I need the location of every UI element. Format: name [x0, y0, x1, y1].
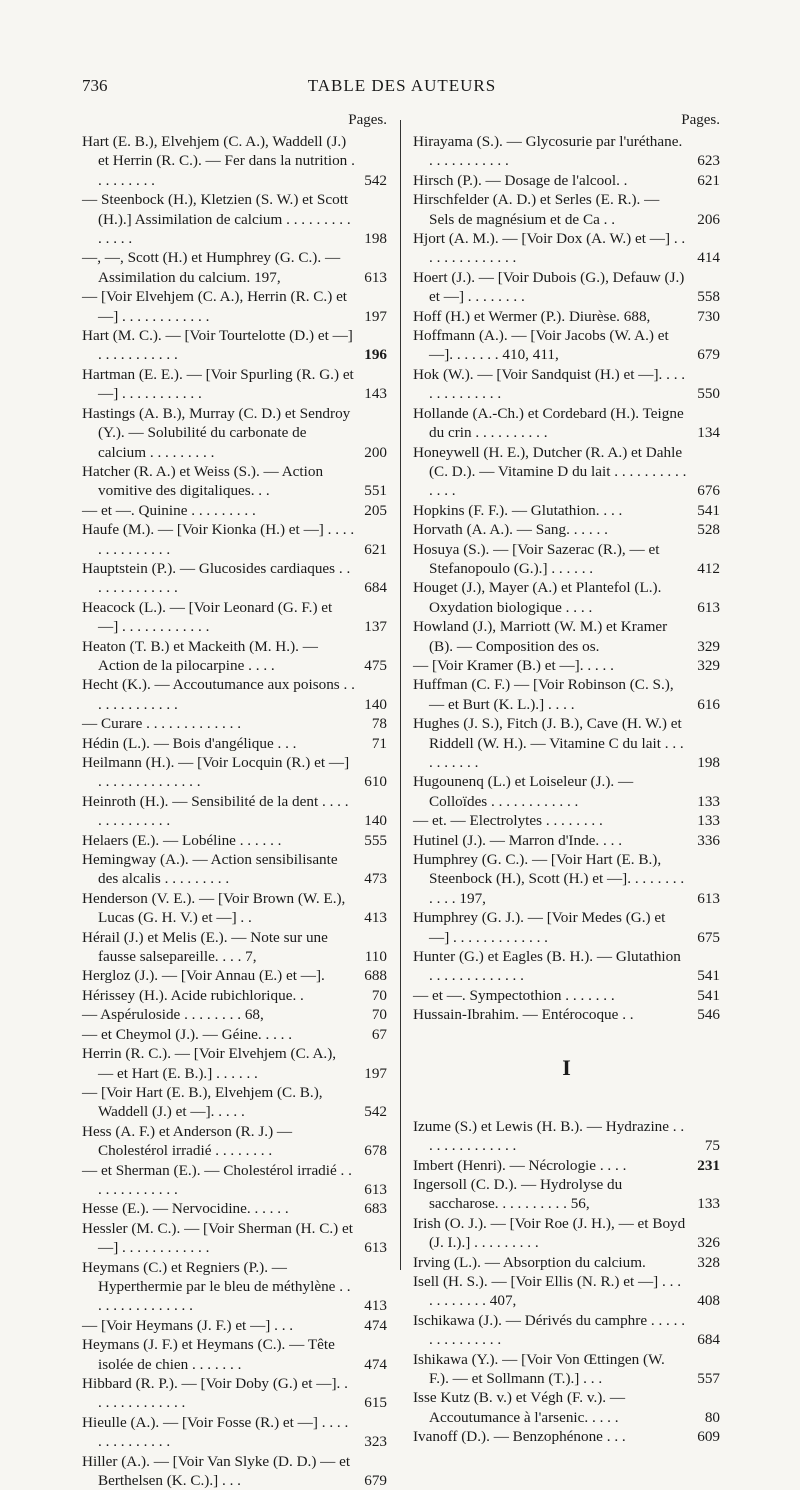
- entry-pages: 413: [364, 909, 387, 927]
- index-entry: [413, 850, 720, 908]
- index-entry: [82, 326, 387, 365]
- entry-text: Hoff (H.) et Wermer (P.). Diurèse. 688,: [413, 307, 651, 325]
- entry-pages: 67: [371, 1025, 387, 1043]
- index-entry: [82, 132, 387, 190]
- entry-pages: 140: [364, 812, 387, 830]
- entry-pages: 329: [697, 656, 720, 674]
- page-header: [82, 76, 722, 102]
- entry-pages: 557: [697, 1369, 720, 1387]
- entry-pages: 198: [697, 754, 720, 771]
- running-title: TABLE DES AUTEURS: [307, 76, 497, 95]
- index-entry: [82, 1374, 387, 1413]
- entry-text: — Aspéruloside . . . . . . . . 68,: [82, 1006, 264, 1024]
- index-entry: [413, 171, 720, 190]
- entry-pages: 551: [364, 482, 387, 500]
- entry-pages: 71: [371, 734, 387, 752]
- entry-text: Horvath (A. A.). — Sang. . . . . .: [413, 521, 608, 539]
- entry-text: Hunter (G.) et Eagles (B. H.). — Glutathion . . . . . . . . . . . . .: [413, 948, 681, 985]
- entry-text: — et Sherman (E.). — Cholestérol irradié . . . . . . . . . . . . .: [82, 1161, 352, 1198]
- entry-text: — et —. Sympectothion . . . . . . .: [413, 986, 615, 1004]
- index-entry: [413, 1156, 720, 1175]
- entry-pages: 231: [697, 1156, 720, 1174]
- entry-text: Hussain-Ibrahim. — Entérocoque . .: [413, 1006, 634, 1024]
- index-entry: [413, 1005, 720, 1024]
- entry-text: — [Voir Elvehjem (C. A.), Herrin (R. C.) et —] . . . . . . . . . . . .: [82, 288, 348, 325]
- entry-pages: 541: [697, 501, 720, 519]
- index-entry: [82, 598, 387, 637]
- entry-pages: 473: [364, 870, 387, 888]
- entry-pages: 541: [697, 967, 720, 985]
- index-entry: [413, 520, 720, 539]
- entry-text: —, —, Scott (H.) et Humphrey (G. C.). — Assimilation du calcium. 197,: [82, 249, 341, 286]
- index-entry: [82, 1161, 387, 1200]
- index-entry: [413, 268, 720, 307]
- index-entry: [82, 637, 387, 676]
- entry-text: Heymans (C.) et Regniers (P.). — Hyperthermie par le bleu de méthylène . . . . . . . . . . . . . . .: [82, 1258, 351, 1315]
- index-entry: [413, 675, 720, 714]
- entry-text: Hopkins (F. F.). — Glutathion. . . .: [413, 501, 623, 519]
- index-entry: [413, 908, 720, 947]
- entry-pages: 134: [697, 424, 720, 442]
- entry-text: — et —. Quinine . . . . . . . . .: [82, 501, 256, 519]
- entry-text: Hergloz (J.). — [Voir Annau (E.) et —].: [82, 967, 325, 985]
- entry-pages: 336: [697, 831, 720, 849]
- index-entry: [413, 540, 720, 579]
- entry-pages: 613: [364, 268, 387, 286]
- entry-pages: 408: [697, 1292, 720, 1310]
- index-entry: [82, 1258, 387, 1316]
- entry-text: — [Voir Kramer (B.) et —]. . . . .: [413, 656, 614, 674]
- index-entry: [82, 365, 387, 404]
- entry-pages: 414: [697, 249, 720, 267]
- index-entry: [82, 850, 387, 889]
- entry-text: Hérail (J.) et Melis (E.). — Note sur une fausse salsepareille. . . . 7,: [82, 928, 328, 966]
- index-entry: [82, 1005, 387, 1024]
- index-entry: [413, 772, 720, 811]
- index-entry: [82, 1219, 387, 1258]
- index-entry: [82, 1413, 387, 1452]
- entry-text: Heaton (T. B.) et Mackeith (M. H.). — Action de la pilocarpine . . . .: [82, 637, 318, 674]
- index-entry: [413, 307, 720, 326]
- entry-text: Hirayama (S.). — Glycosurie par l'uréthane. . . . . . . . . . . .: [413, 133, 683, 170]
- entry-text: Hjort (A. M.). — [Voir Dox (A. W.) et —] . . . . . . . . . . . . . .: [413, 230, 686, 267]
- index-entry: [413, 443, 720, 501]
- entry-text: Hemingway (A.). — Action sensibilisante des alcalis . . . . . . . . .: [82, 851, 338, 888]
- entry-pages: 542: [364, 171, 387, 189]
- entry-pages: 542: [364, 1103, 387, 1121]
- index-entry: [413, 326, 720, 365]
- entry-pages: 133: [697, 1195, 720, 1213]
- index-entry: [413, 1311, 720, 1350]
- entry-text: Heilmann (H.). — [Voir Locquin (R.) et —] . . . . . . . . . . . . . .: [82, 754, 350, 791]
- entry-pages: 110: [364, 948, 387, 966]
- entry-pages: 610: [364, 773, 387, 791]
- entry-pages: 329: [697, 637, 720, 655]
- entry-text: Hiller (A.). — [Voir Van Slyke (D. D.) — et Berthelsen (K. C.).] . . .: [82, 1452, 351, 1490]
- entry-pages: 78: [371, 715, 387, 733]
- entry-pages: 621: [697, 171, 720, 189]
- entry-pages: 546: [697, 1006, 720, 1024]
- entry-pages: 683: [364, 1200, 387, 1218]
- entry-text: Heymans (J. F.) et Heymans (C.). — Tête isolée de chien . . . . . . .: [82, 1336, 335, 1373]
- entry-text: Hartman (E. E.). — [Voir Spurling (R. G.) et —] . . . . . . . . . . .: [82, 365, 354, 403]
- entry-pages: 613: [364, 1239, 387, 1257]
- entry-pages: 475: [364, 656, 387, 674]
- index-entry: [82, 501, 387, 520]
- entry-text: Hecht (K.). — Accoutumance aux poisons . . . . . . . . . . . . .: [82, 676, 355, 713]
- index-entry: [82, 966, 387, 985]
- entry-pages: 474: [364, 1355, 387, 1373]
- entry-pages: 413: [364, 1297, 387, 1315]
- entry-text: Huffman (C. F.) — [Voir Robinson (C. S.), — et Burt (K. L.).] . . . .: [413, 676, 674, 713]
- index-entry: [413, 986, 720, 1005]
- index-entry: [413, 578, 720, 617]
- entry-pages: 133: [697, 812, 720, 830]
- entry-text: — Curare . . . . . . . . . . . . .: [82, 715, 242, 733]
- index-entry: [82, 986, 387, 1005]
- entry-text: Heinroth (H.). — Sensibilité de la dent . . . . . . . . . . . . . .: [82, 792, 349, 830]
- entry-text: Hugounenq (L.) et Loiseleur (J.). — Colloïdes . . . . . . . . . . . .: [413, 773, 634, 810]
- entry-pages: 143: [364, 385, 387, 403]
- entry-text: Irving (L.). — Absorption du calcium.: [413, 1253, 646, 1271]
- entry-text: Honeywell (H. E.), Dutcher (R. A.) et Dahle (C. D.). — Vitamine D du lait . . . . . . . . . . . . . .: [413, 443, 687, 500]
- entry-text: Helaers (E.). — Lobéline . . . . . .: [82, 831, 282, 849]
- entry-text: Herrin (R. C.). — [Voir Elvehjem (C. A.), — et Hart (E. B.).] . . . . . .: [82, 1045, 337, 1082]
- entry-pages: 75: [704, 1137, 720, 1155]
- index-entry: [82, 1199, 387, 1218]
- entry-text: Hauptstein (P.). — Glucosides cardiaques . . . . . . . . . . . . .: [82, 559, 351, 597]
- entry-text: Hughes (J. S.), Fitch (J. B.), Cave (H. W.) et Riddell (W. H.). — Vitamine C du lait . . . . . . . . . .: [413, 715, 684, 771]
- entry-text: Hollande (A.-Ch.) et Cordebard (H.). Teigne du crin . . . . . . . . . .: [413, 404, 684, 442]
- index-entry: [413, 1214, 720, 1253]
- index-entry: [413, 229, 720, 268]
- entry-text: Izume (S.) et Lewis (H. B.). — Hydrazine . . . . . . . . . . . . . .: [413, 1117, 685, 1155]
- entry-pages: 528: [697, 521, 720, 539]
- page-number: 736: [82, 76, 108, 95]
- index-entry: [413, 365, 720, 404]
- index-entry: [82, 462, 387, 501]
- entry-pages: 323: [364, 1433, 387, 1451]
- entry-pages: 678: [364, 1142, 387, 1160]
- index-entry: [413, 1388, 720, 1427]
- entry-text: Houget (J.), Mayer (A.) et Plantefol (L.). Oxydation biologique . . . .: [413, 579, 662, 616]
- entry-pages: 140: [364, 695, 387, 713]
- entry-pages: 200: [364, 443, 387, 461]
- entry-text: Hirschfelder (A. D.) et Serles (E. R.). — Sels de magnésium et de Ca . .: [413, 191, 660, 228]
- index-entry: [82, 753, 387, 792]
- index-entry: [82, 1335, 387, 1374]
- entry-pages: 206: [697, 210, 720, 228]
- entry-text: Ingersoll (C. D.). — Hydrolyse du saccharose. . . . . . . . . . 56,: [413, 1175, 623, 1213]
- section-letter: I: [562, 1054, 571, 1080]
- index-entry: [82, 1316, 387, 1335]
- entry-pages: 205: [364, 501, 387, 519]
- entry-text: Humphrey (G. J.). — [Voir Medes (G.) et —] . . . . . . . . . . . . .: [413, 909, 666, 946]
- entry-text: Hérissey (H.). Acide rubichlorique. .: [82, 986, 304, 1004]
- entry-text: Hutinel (J.). — Marron d'Inde. . . .: [413, 831, 622, 849]
- index-entry: [82, 1025, 387, 1044]
- index-entry: [82, 404, 387, 462]
- pages-column-label: Pages.: [348, 112, 387, 128]
- entry-text: Hibbard (R. P.). — [Voir Doby (G.) et —]. . . . . . . . . . . . . .: [82, 1375, 348, 1412]
- entry-text: Isse Kutz (B. v.) et Végh (F. v.). — Accoutumance à l'arsenic. . . . .: [413, 1389, 626, 1426]
- entry-text: — Steenbock (H.), Kletzien (S. W.) et Scott (H.).] Assimilation de calcium . . . . . . . . . . . . . .: [82, 191, 351, 248]
- entry-text: Hessler (M. C.). — [Voir Sherman (H. C.) et —] . . . . . . . . . . . .: [82, 1219, 353, 1257]
- entry-pages: 198: [364, 230, 387, 248]
- entry-pages: 197: [364, 307, 387, 325]
- entry-pages: 137: [364, 618, 387, 636]
- index-entry: [413, 811, 720, 830]
- entry-pages: 613: [697, 598, 720, 616]
- entry-pages: 675: [697, 928, 720, 946]
- index-entry: [82, 287, 387, 326]
- entry-text: Hess (A. F.) et Anderson (R. J.) — Cholestérol irradié . . . . . . . .: [82, 1122, 293, 1160]
- index-entry: [82, 1083, 387, 1122]
- entry-pages: 412: [697, 559, 720, 577]
- index-entry: [82, 190, 387, 248]
- entry-pages: 679: [697, 346, 720, 364]
- entry-text: Hesse (E.). — Nervocidine. . . . . .: [82, 1200, 289, 1218]
- entry-text: Hart (M. C.). — [Voir Tourtelotte (D.) et —] . . . . . . . . . . .: [82, 327, 353, 364]
- entry-pages: 541: [697, 986, 720, 1004]
- entry-text: Humphrey (G. C.). — [Voir Hart (E. B.), Steenbock (H.), Scott (H.) et —]. . . . . . . . . . . . 197,: [413, 851, 685, 907]
- index-entry: [82, 831, 387, 850]
- entry-pages: 621: [364, 540, 387, 558]
- entry-text: Heacock (L.). — [Voir Leonard (G. F.) et —] . . . . . . . . . . . .: [82, 598, 333, 636]
- index-entry: [413, 617, 720, 656]
- entry-text: Imbert (Henri). — Nécrologie . . . .: [413, 1156, 627, 1174]
- index-entry: [82, 520, 387, 559]
- index-entry: [82, 792, 387, 831]
- entry-text: Henderson (V. E.). — [Voir Brown (W. E.), Lucas (G. H. V.) et —] . .: [82, 889, 346, 927]
- index-entry: [413, 1427, 720, 1446]
- entry-pages: 197: [364, 1064, 387, 1082]
- entry-pages: 688: [364, 967, 387, 985]
- entry-text: Ischikawa (J.). — Dérivés du camphre . . . . . . . . . . . . . . .: [413, 1311, 686, 1349]
- entry-pages: 555: [364, 831, 387, 849]
- index-entry: [82, 928, 387, 967]
- index-entry: [413, 1117, 720, 1156]
- entry-text: Hoert (J.). — [Voir Dubois (G.), Defauw (J.) et —] . . . . . . . .: [413, 268, 685, 306]
- index-entry: [82, 889, 387, 928]
- entry-pages: 80: [704, 1408, 720, 1426]
- index-column-left: [82, 112, 387, 1490]
- entry-text: Hoffmann (A.). — [Voir Jacobs (W. A.) et —]. . . . . . . 410, 411,: [413, 327, 669, 364]
- entry-text: Ivanoff (D.). — Benzophénone . . .: [413, 1428, 626, 1446]
- index-entry: [82, 1044, 387, 1083]
- index-entry: [413, 404, 720, 443]
- entry-text: Isell (H. S.). — [Voir Ellis (N. R.) et —] . . . . . . . . . . . 407,: [413, 1272, 682, 1310]
- column-divider: [400, 120, 401, 1270]
- entry-text: Hosuya (S.). — [Voir Sazerac (R.), — et Stefanopoulo (G.).] . . . . . .: [413, 540, 660, 577]
- entry-pages: 609: [697, 1428, 720, 1446]
- index-entry: [82, 248, 387, 287]
- entry-text: Hok (W.). — [Voir Sandquist (H.) et —]. . . . . . . . . . . . . .: [413, 365, 686, 403]
- entry-pages: 70: [371, 986, 387, 1004]
- index-entry: [413, 1350, 720, 1389]
- entry-text: Ishikawa (Y.). — [Voir Von Œttingen (W. F.). — et Sollmann (T.).] . . .: [413, 1350, 665, 1387]
- entry-pages: 679: [364, 1472, 387, 1490]
- entry-text: — [Voir Heymans (J. F.) et —] . . .: [82, 1316, 294, 1334]
- entry-text: Hieulle (A.). — [Voir Fosse (R.) et —] . . . . . . . . . . . . . .: [82, 1413, 349, 1451]
- index-column-right: [413, 112, 720, 1447]
- entry-pages: 616: [697, 695, 720, 713]
- index-entry: [413, 190, 720, 229]
- index-entry: [413, 831, 720, 850]
- index-entry: [82, 559, 387, 598]
- pages-column-label: Pages.: [681, 112, 720, 128]
- index-entry: [413, 1272, 720, 1311]
- entry-pages: 550: [697, 385, 720, 403]
- entry-text: Haufe (M.). — [Voir Kionka (H.) et —] . . . . . . . . . . . . . .: [82, 521, 355, 558]
- entry-text: Irish (O. J.). — [Voir Roe (J. H.), — et Boyd (J. I.).] . . . . . . . . .: [413, 1214, 686, 1252]
- index-entry: [413, 947, 720, 986]
- entry-pages: 730: [697, 307, 720, 325]
- index-entry: [413, 1253, 720, 1272]
- entry-text: Hatcher (R. A.) et Weiss (S.). — Action vomitive des digitaliques. . .: [82, 462, 324, 500]
- entry-pages: 613: [697, 889, 720, 907]
- entry-text: Hart (E. B.), Elvehjem (C. A.), Waddell (J.) et Herrin (R. C.). — Fer dans la nutrition . . . . . . . . .: [82, 133, 355, 189]
- entry-text: — et Cheymol (J.). — Géine. . . . .: [82, 1025, 293, 1043]
- entry-text: Howland (J.), Marriott (W. M.) et Kramer (B). — Composition des os.: [413, 618, 668, 655]
- entry-pages: 613: [364, 1180, 387, 1198]
- entry-pages: 70: [371, 1006, 387, 1024]
- entry-pages: 623: [697, 152, 720, 170]
- entry-pages: 615: [364, 1394, 387, 1412]
- entry-pages: 196: [364, 346, 387, 364]
- index-entry: [82, 1122, 387, 1161]
- index-entry: [82, 1452, 387, 1490]
- index-entry: [82, 734, 387, 753]
- index-entry: [413, 501, 720, 520]
- entry-pages: 684: [697, 1331, 720, 1349]
- entry-text: Hastings (A. B.), Murray (C. D.) et Sendroy (Y.). — Solubilité du carbonate de calcium . . . . . . . . .: [82, 404, 351, 461]
- entry-pages: 676: [697, 482, 720, 500]
- entry-pages: 684: [364, 579, 387, 597]
- index-entry: [413, 714, 720, 772]
- entry-pages: 328: [697, 1253, 720, 1271]
- index-entry: [413, 132, 720, 171]
- entry-text: — et. — Electrolytes . . . . . . . .: [413, 812, 603, 830]
- index-entry: [413, 656, 720, 675]
- entry-pages: 133: [697, 792, 720, 810]
- entry-pages: 326: [697, 1234, 720, 1252]
- entry-text: Hirsch (P.). — Dosage de l'alcool. .: [413, 171, 628, 189]
- index-entry: [82, 714, 387, 733]
- entry-pages: 558: [697, 288, 720, 306]
- entry-pages: 474: [364, 1316, 387, 1334]
- entry-text: — [Voir Hart (E. B.), Elvehjem (C. B.), Waddell (J.) et —]. . . . .: [82, 1083, 323, 1121]
- entry-text: Hédin (L.). — Bois d'angélique . . .: [82, 734, 297, 752]
- index-entry: [413, 1175, 720, 1214]
- index-entry: [82, 675, 387, 714]
